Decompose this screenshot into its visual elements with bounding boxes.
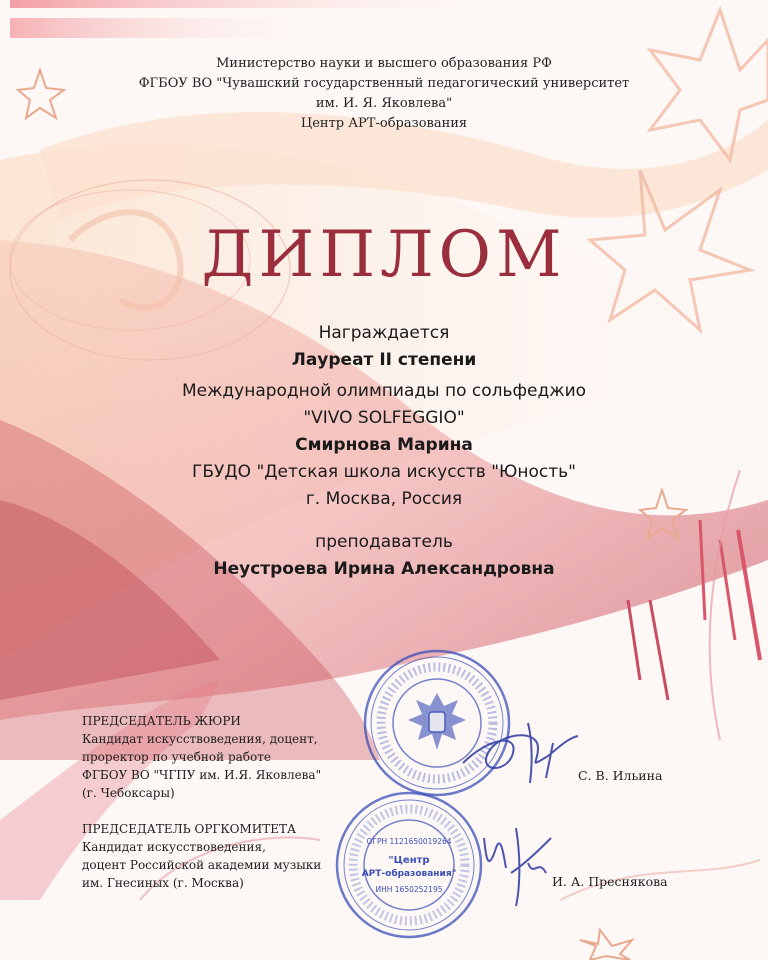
header-ministry: Министерство науки и высшего образования РФ (216, 56, 552, 71)
diploma-title: ДИПЛОМ (201, 218, 567, 292)
committee-role: ПРЕДСЕДАТЕЛЬ ОРГКОМИТЕТА (82, 822, 297, 836)
issuer-header (0, 54, 768, 134)
stamp-ogrn: ОГРН 1121650019264 (366, 837, 452, 846)
header-center: Центр АРТ-образования (300, 116, 468, 131)
jury-line2: проректор по учебной работе (82, 750, 271, 764)
jury-signature-icon (458, 718, 588, 788)
school-name: ГБУДО "Детская школа искусств "Юность" (191, 462, 576, 482)
jury-chair-name: С. В. Ильина (578, 768, 663, 783)
stamp-center-line2: АРТ-образования" (361, 869, 457, 879)
event-name: Международной олимпиады по сольфеджио (181, 381, 587, 401)
city: г. Москва, Россия (305, 489, 463, 509)
teacher-label: преподаватель (315, 532, 453, 552)
jury-line1: Кандидат искусствоведения, доцент, (82, 732, 318, 746)
committee-chair-block (82, 820, 321, 892)
jury-line4: (г. Чебоксары) (82, 786, 175, 800)
header-university: ФГБОУ ВО "Чувашский государственный педагогический университет (138, 76, 630, 91)
committee-chair-name: И. А. Преснякова (552, 874, 668, 889)
diploma-title-wrap (0, 218, 768, 292)
award-text (0, 320, 768, 583)
committee-line3: им. Гнесиных (г. Москва) (82, 876, 244, 890)
committee-signature-icon (476, 818, 566, 908)
teacher-name: Неустроева Ирина Александровна (213, 559, 555, 579)
jury-role: ПРЕДСЕДАТЕЛЬ ЖЮРИ (82, 714, 241, 728)
jury-chair-block (82, 712, 321, 802)
award-degree: Лауреат II степени (291, 350, 477, 370)
event-title: "VIVO SOLFEGGIO" (303, 408, 465, 428)
committee-line1: Кандидат искусствоведения, (82, 840, 266, 854)
jury-line3: ФГБОУ ВО "ЧГПУ им. И.Я. Яковлева" (82, 768, 322, 782)
header-university-name: им. И. Я. Яковлева" (315, 96, 453, 111)
committee-stamp-icon (334, 790, 484, 940)
student-name: Смирнова Марина (295, 435, 473, 455)
stamp-center-line1: "Центр (388, 855, 430, 866)
stamp-inn: ИНН 1650252195 (375, 885, 443, 894)
committee-line2: доцент Российской академии музыки (82, 858, 322, 872)
awarded-label: Награждается (318, 323, 450, 343)
